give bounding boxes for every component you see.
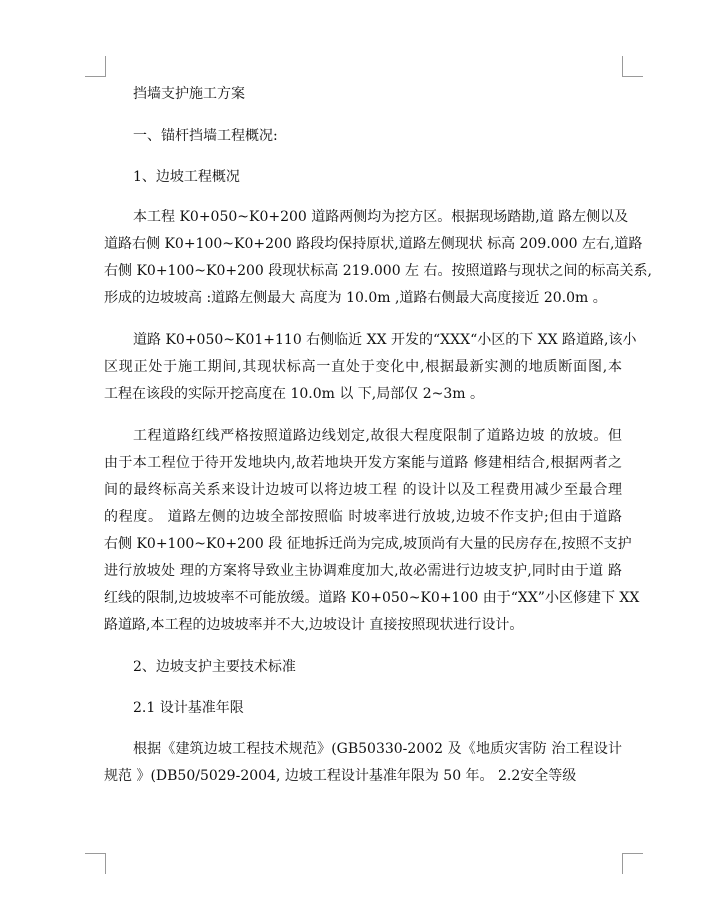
paragraph-line: 本工程 K0+050~K0+200 道路两侧均为挖方区。根据现场踏勘,道 路左侧以及 [133,209,629,225]
paragraph-line: 根据《建筑边坡工程技术规范》(GB50330-2002 及《地质灾害防 治工程设计 [133,741,622,757]
paragraph-line: 进行放坡处 理的方案将导致业主协调难度加大,故必需进行边坡支护,同时由于道 路 [104,563,622,579]
paragraph-line: 的程度。 道路左侧的边坡全部按照临 时坡率进行放坡,边坡不作支护;但由于道路 [104,509,622,525]
top-right-crop-mark [622,56,643,77]
document-title: 挡墙支护施工方案 [133,86,245,102]
paragraph-line: 规范 》(DB50/5029-2004, 边坡工程设计基准年限为 50 年。 2.2安全等级 [104,768,577,784]
subsection-heading: 1、边坡工程概况 [133,169,240,185]
bottom-right-crop-mark [622,853,643,874]
paragraph-line: 间的最终标高关系来设计边坡可以将边坡工程 的设计以及工程费用减少至最合理 [104,482,622,498]
paragraph-line: 道路右侧 K0+100~K0+200 路段均保持原状,道路左侧现状 标高 209.000 左右,道路 [104,236,643,252]
section-heading: 一、锚杆挡墙工程概况: [133,128,278,144]
paragraph-line: 道路 K0+050~K01+110 右侧临近 XX 开发的“XXX“小区的下 XX 路道路,该小 [133,332,637,348]
paragraph-line: 由于本工程位于待开发地块内,故若地块开发方案能与道路 修建相结合,根据两者之 [104,455,622,471]
subsection-heading: 2、边坡支护主要技术标准 [133,659,296,675]
paragraph-line: 右侧 K0+100~K0+200 段 征地拆迁尚为完成,坡顶尚有大量的民房存在,按照不支护 [104,536,632,552]
top-left-crop-mark [85,56,106,77]
paragraph-line: 右侧 K0+100~K0+200 段现状标高 219.000 左 右。按照道路与现状之间的标高关系, [104,263,652,279]
paragraph-line: 区现正处于施工期间,其现状标高一直处于变化中,根据最新实测的地质断面图,本 [104,359,622,375]
paragraph-line: 路道路,本工程的边坡坡率并不大,边坡设计 直接按照现状进行设计。 [104,617,524,633]
paragraph-line: 工程道路红线严格按照道路边线划定,故很大程度限制了道路边坡 的放坡。但 [133,428,622,444]
paragraph-line: 工程在该段的实际开挖高度在 10.0m 以 下,局部仅 2~3m 。 [104,386,484,402]
paragraph-line: 红线的限制,边坡坡率不可能放缓。道路 K0+050~K0+100 由于“XX”小区修建下 XX [104,590,640,606]
bottom-left-crop-mark [85,853,106,874]
subsection-heading: 2.1 设计基准年限 [133,700,244,716]
paragraph-line: 形成的边坡坡高 :道路左侧最大 高度为 10.0m ,道路右侧最大高度接近 20.0m 。 [104,290,607,306]
